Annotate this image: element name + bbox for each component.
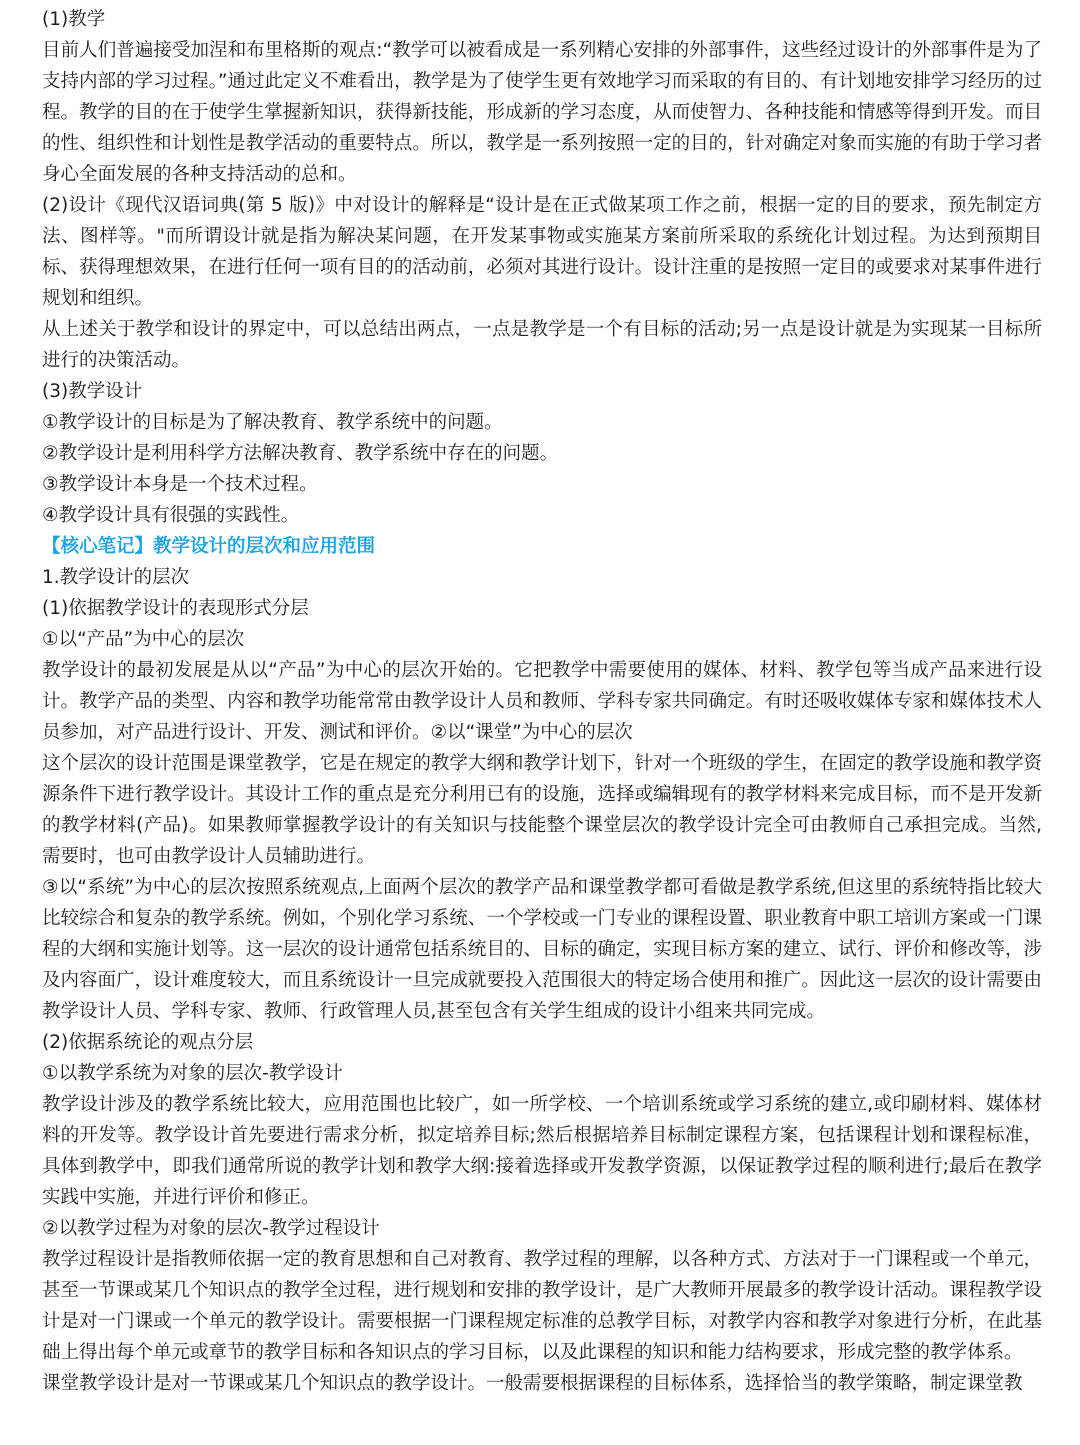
- paragraph-product-level: 教学设计的最初发展是从以“产品”为中心的层次开始的。它把教学中需要使用的媒体、材料、教学包等当成产品来进行设计。教学产品的类型、内容和教学功能常常由教学设计人员和教师、学科专家共同确定。有时还吸收媒体专家和媒体技术人员参加，对产品进行设计、开发、测试和评价。②以“课堂”为中心的层次: [42, 660, 1042, 743]
- paragraph-classroom-design: 课堂教学设计是对一节课或某几个知识点的教学设计。一般需要根据课程的目标体系，选择恰当的教学策略，制定课堂教: [42, 1373, 1023, 1394]
- paragraph-teaching-system: 教学设计涉及的教学系统比较大，应用范围也比较广，如一所学校、一个培训系统或学习系统的建立,或印刷材料、媒体材料的开发等。教学设计首先要进行需求分析，拟定培养目标;然后根据培养目标制定课程方案，包括课程计划和课程标准，具体到教学中，即我们通常所说的教学计划和教学大纲:接着选择或开发教学资源，以保证教学过程的顺利进行;最后在教学实践中实施，并进行评价和修正。: [42, 1094, 1042, 1208]
- section-heading-teaching: (1)教学: [42, 9, 106, 30]
- paragraph-system-level: ③以“系统”为中心的层次按照系统观点,上面两个层次的教学产品和课堂教学都可看做是教学系统,但这里的系统特指比较大比较综合和复杂的教学系统。例如，个别化学习系统、一个学校或一门专业的课程设置、职业教育中职工培训方案或一门课程的大纲和实施计划等。这一层次的设计通常包括系统目的、目标的确定，实现目标方案的建立、试行、评价和修改等，涉及内容面广，设计难度较大，而且系统设计一旦完成就要投入范围很大的特定场合使用和推广。因此这一层次的设计需要由教学设计人员、学科专家、教师、行政管理人员,甚至包含有关学生组成的设计小组来共同完成。: [42, 877, 1042, 1022]
- document-body: [42, 4, 1042, 1399]
- item-heading-teaching-system: ①以教学系统为对象的层次-教学设计: [42, 1063, 343, 1084]
- section-heading-instructional-design: (3)教学设计: [42, 381, 143, 402]
- core-note-heading: 【核心笔记】教学设计的层次和应用范围: [42, 536, 376, 557]
- list-item: ②教学设计是利用科学方法解决教育、教学系统中存在的问题。: [42, 443, 559, 464]
- subsection-heading-system-theory: (2)依据系统论的观点分层: [42, 1032, 254, 1053]
- paragraph-classroom-level: 这个层次的设计范围是课堂教学，它是在规定的教学大纲和教学计划下，针对一个班级的学生，在固定的教学设施和教学资源条件下进行教学设计。其设计工作的重点是充分利用已有的设施，选择或编辑现有的教学材料来完成目标，而不是开发新的教学材料(产品)。如果教师掌握教学设计的有关知识与技能整个课堂层次的教学设计完全可由教师自己承担完成。当然,需要时，也可由教学设计人员辅助进行。: [42, 753, 1042, 867]
- list-item: ①教学设计的目标是为了解决教育、教学系统中的问题。: [42, 412, 503, 433]
- paragraph-design-definition: (2)设计《现代汉语词典(第 5 版)》中对设计的解释是“设计是在正式做某项工作之前，根据一定的目的要求，预先制定方法、图样等。"而所谓设计就是指为解决某问题，在开发某事物或实施某方案前所采取的系统化计划过程。为达到预期目标、获得理想效果，在进行任何一项有目的的活动前，必须对其进行设计。设计注重的是按照一定目的或要求对某事件进行规划和组织。: [42, 195, 1042, 309]
- item-heading-teaching-process: ②以教学过程为对象的层次-教学过程设计: [42, 1218, 380, 1239]
- list-item: ③教学设计本身是一个技术过程。: [42, 474, 318, 495]
- paragraph-summary: 从上述关于教学和设计的界定中，可以总结出两点，一点是教学是一个有目标的活动;另一点是设计就是为实现某一目标所进行的决策活动。: [42, 319, 1042, 371]
- paragraph-teaching-definition: 目前人们普遍接受加涅和布里格斯的观点:“教学可以被看成是一系列精心安排的外部事件，这些经过设计的外部事件是为了支持内部的学习过程。”通过此定义不难看出，教学是为了使学生更有效地学习而采取的有目的、有计划地安排学习经历的过程。教学的目的在于使学生掌握新知识，获得新技能，形成新的学习态度，从而使智力、各种技能和情感等得到开发。而目的性、组织性和计划性是教学活动的重要特点。所以，教学是一系列按照一定的目的，针对确定对象而实施的有助于学习者身心全面发展的各种支持活动的总和。: [42, 40, 1042, 185]
- paragraph-teaching-process: 教学过程设计是指教师依据一定的教育思想和自己对教育、教学过程的理解，以各种方式、方法对于一门课程或一个单元，甚至一节课或某几个知识点的教学全过程，进行规划和安排的教学设计，是广大教师开展最多的教学设计活动。课程教学设计是对一门课或一个单元的教学设计。需要根据一门课程规定标准的总教学目标，对教学内容和教学对象进行分析，在此基础上得出每个单元或章节的教学目标和各知识点的学习目标，以及此课程的知识和能力结构要求，形成完整的教学体系。: [42, 1249, 1042, 1363]
- subsection-heading-form: (1)依据教学设计的表现形式分层: [42, 598, 309, 619]
- list-item: ④教学设计具有很强的实践性。: [42, 505, 300, 526]
- section-heading-levels: 1.教学设计的层次: [42, 567, 190, 588]
- item-heading-product: ①以“产品”为中心的层次: [42, 629, 245, 650]
